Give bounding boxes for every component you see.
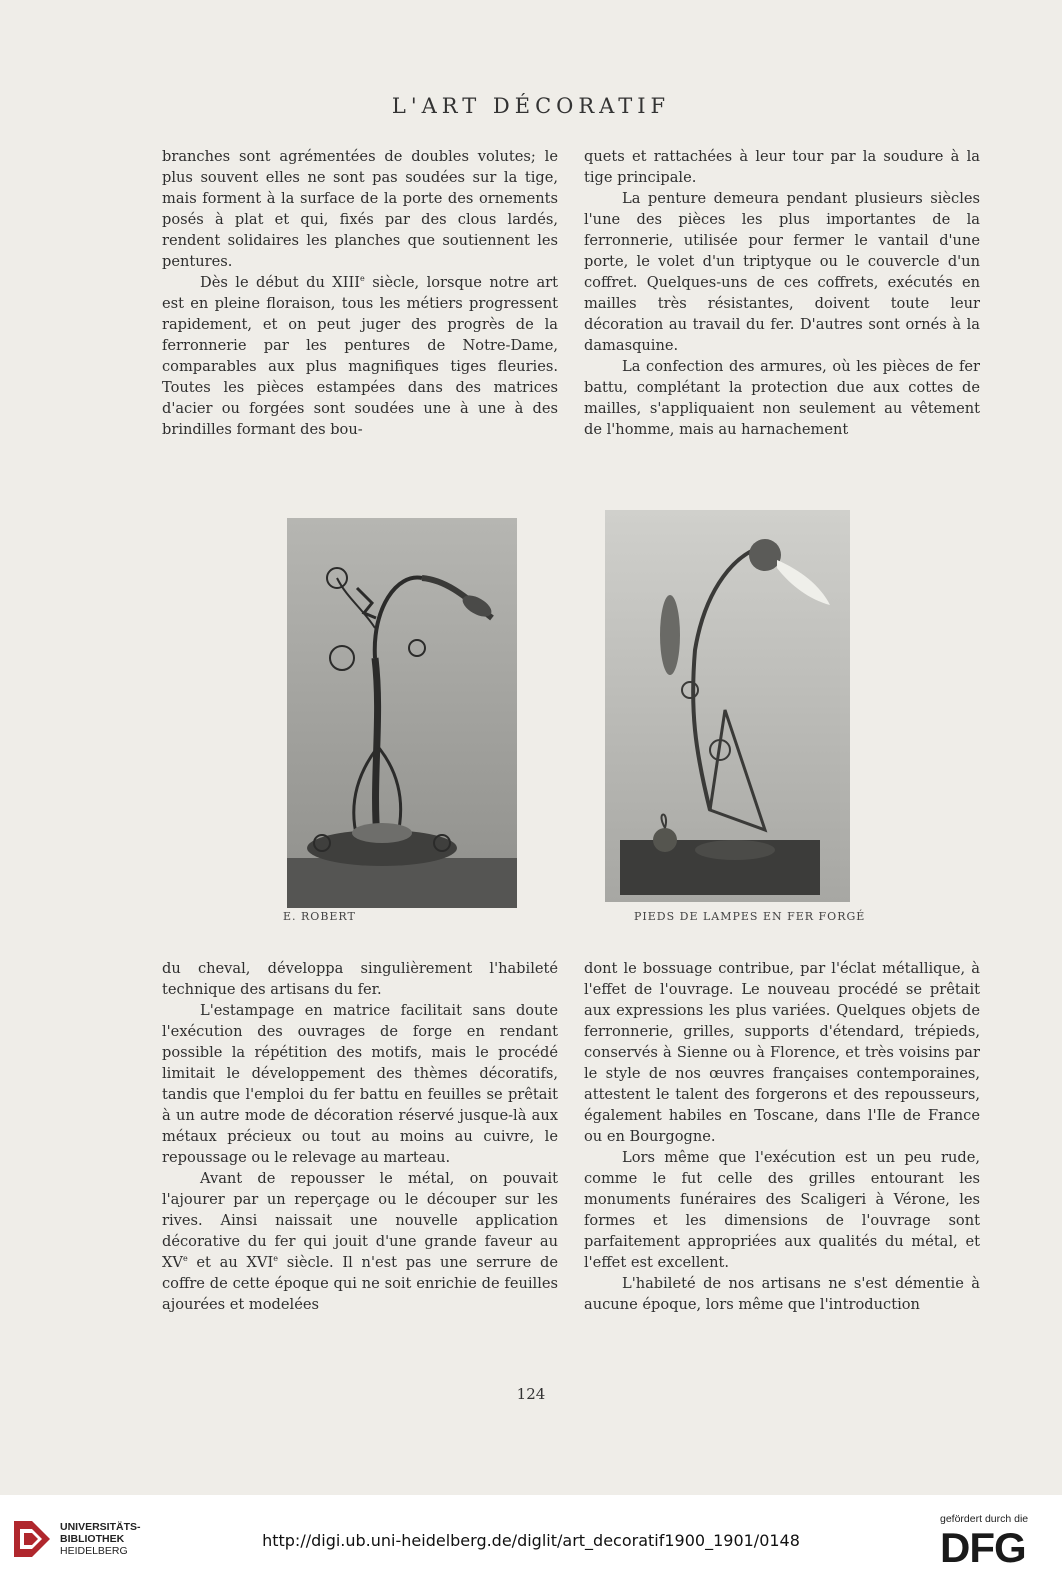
library-name-line: UNIVERSITÄTS- (60, 1521, 141, 1533)
paragraph: L'habileté de nos artisans ne s'est démentie à aucune époque, lors même que l'introduction (584, 1275, 980, 1313)
paragraph: L'estampage en matrice facilitait sans doute l'exécution des ouvrages de forge en rendant possible la répétition des motifs, mais le procédé limitait le développement des thèmes décoratifs, tandis que l'emploi du fer battu en feuilles se prêtait à un autre mode de décoration réservé jusque-là aux métaux précieux ou tout au moins au cuivre, le repoussage ou le relevage au marteau. (162, 1002, 558, 1166)
text-column-bottom-left (162, 958, 558, 1315)
text-run: siècle, lorsque notre art est en pleine floraison, tous les métiers progressent rapidement, et on peut juger des progrès de la ferronnerie par les pentures de Notre-Dame, comparables aux plus magnifiques tiges fleuries. Toutes les pièces estampées dans des matrices d'acier ou forgées sont soudées une à une à des brindilles formant des bou- (162, 274, 558, 438)
lamp-illustration (287, 518, 517, 908)
library-name-line: HEIDELBERG (60, 1545, 128, 1557)
dfg-logo: DFG (940, 1524, 1026, 1571)
figure-caption-right: PIEDS DE LAMPES EN FER FORGÉ (634, 910, 866, 923)
text-run: et au XVI (187, 1254, 274, 1271)
text-column-top-left (162, 146, 558, 440)
superscript: e (273, 1254, 278, 1263)
text-column-bottom-right (584, 958, 980, 1315)
paragraph: quets et rattachées à leur tour par la soudure à la tige principale. (584, 148, 980, 186)
paragraph (162, 272, 558, 440)
paragraph: La penture demeura pendant plusieurs siècles l'une des pièces les plus importantes de la ferronnerie, utilisée pour fermer le vantail d'une porte, le volet d'un triptyque ou le couvercle d'un coffret. Quelques-uns de ces coffrets, exécutés en mailles très résistantes, doivent toute leur décoration au travail du fer. D'autres sont ornés à la damasquine. (584, 190, 980, 354)
paragraph: Lors même que l'exécution est un peu rude, comme le fut celle des grilles entourant les monuments funéraires des Scaligeri à Vérone, les formes et les dimensions de l'ouvrage sont parfaitement appropriées aux qualités du métal, et l'effet est excellent. (584, 1149, 980, 1271)
text-run: Dès le début du XIII (200, 274, 360, 291)
paragraph: du cheval, développa singulièrement l'habileté technique des artisans du fer. (162, 960, 558, 998)
photo-lamp-stand-left (287, 518, 517, 908)
superscript: e (360, 274, 365, 283)
paragraph: dont le bossuage contribue, par l'éclat métallique, à l'effet de l'ouvrage. Le nouveau procédé se prêtait aux expressions les plus variées. Quelques objets de ferronnerie, grilles, supports d'étendard, trépieds, conservés à Sienne ou à Florence, et très voisins par le style de nos œuvres françaises contemporaines, attestent le talent des forgerons et des repousseurs, également habiles en Toscane, dans l'Ile de France ou en Bourgogne. (584, 960, 980, 1145)
paragraph: branches sont agrémentées de doubles volutes; le plus souvent elles ne sont pas soudées sur la tige, mais forment à la surface de la porte des ornements posés à plat et qui, fixés par des clous lardés, rendent solidaires les planches que soutiennent les pentures. (162, 148, 558, 270)
paragraph (162, 1168, 558, 1315)
running-header: L'ART DÉCORATIF (391, 94, 671, 118)
text-run: Avant de repousser le métal, on pouvait l'ajourer par un reperçage ou le découper sur les rives. Ainsi naissait une nouvelle application décorative du fer qui jouit d'une grande faveur au XV (162, 1170, 558, 1271)
source-url-link[interactable]: http://digi.ub.uni-heidelberg.de/diglit/art_decoratif1900_1901/0148 (262, 1531, 800, 1550)
footer-bar (0, 1495, 1062, 1582)
photo-lamp-stand-right (605, 510, 850, 902)
page-number: 124 (516, 1385, 546, 1403)
text-column-top-right (584, 146, 980, 440)
funded-by-label: gefördert durch die (940, 1513, 1029, 1525)
superscript: e (182, 1254, 188, 1263)
paragraph: La confection des armures, où les pièces de fer battu, complétant la protection due aux cottes de mailles, s'appliquaient non seulement au vêtement de l'homme, mais au harnachement (584, 358, 980, 438)
text-run: siècle. Il n'est pas une serrure de coffre de cette époque qui ne soit enrichie de feuilles ajourées et modelées (162, 1254, 558, 1313)
figure-caption-left: E. ROBERT (283, 910, 356, 923)
lamp-illustration (605, 510, 850, 902)
library-name-line: BIBLIOTHEK (60, 1533, 125, 1545)
